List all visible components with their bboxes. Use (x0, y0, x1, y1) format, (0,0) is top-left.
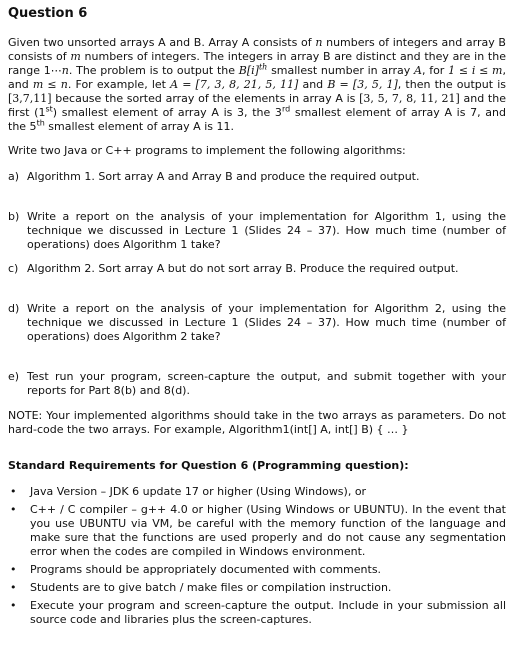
list-item: • Execute your program and screen-capture the output. Include in your submission all source code and libraries plus the screen-captures. (10, 599, 506, 626)
item-b-label: b) (8, 210, 20, 223)
write-instruction: Write two Java or C++ programs to implement the following algorithms: (8, 144, 406, 157)
list-item: • Java Version – JDK 6 update 17 or higher (Using Windows), or (10, 485, 367, 498)
item-a-text: Algorithm 1. Sort array A and Array B and produce the required output. (27, 170, 420, 183)
item-c-label: c) (8, 262, 19, 275)
item-c (8, 262, 506, 276)
note-paragraph: NOTE: Your implemented algorithms should take in the two arrays as parameters. Do not hard-code the two arrays. For example, Algorithm1(int[] A, int[] B) { … } (8, 409, 506, 436)
item-a-label: a) (8, 170, 20, 183)
item-d (8, 302, 506, 344)
requirements-list (8, 485, 506, 627)
bullet-icon: • (10, 503, 17, 516)
item-d-label: d) (8, 302, 20, 315)
item-a (8, 170, 506, 184)
requirements-heading: Standard Requirements for Question 6 (Programming question): (8, 459, 409, 472)
bullet-icon: • (10, 581, 17, 594)
bullet-icon: • (10, 563, 17, 576)
list-item: • Programs should be appropriately documented with comments. (10, 563, 382, 576)
list-item: • C++ / C compiler – g++ 4.0 or higher (Using Windows or UBUNTU). In the event that you use UBUNTU via VM, be careful with the memory function of the language and make sure that the functions are used properly and do not cause any segmentation error when the codes are compiled in Windows environment. (10, 503, 506, 558)
item-e (8, 370, 506, 398)
item-c-text: Algorithm 2. Sort array A but do not sort array B. Produce the required output. (27, 262, 459, 275)
item-b (8, 210, 506, 252)
bullet-icon: • (10, 599, 17, 612)
bullet-icon: • (10, 485, 17, 498)
item-b-text: Write a report on the analysis of your implementation for Algorithm 1, using the technique we discussed in Lecture 1 (Slides 24 – 37). How much time (number of operations) does Algorithm 1 take? (27, 210, 506, 251)
question-title: Question 6 (8, 6, 88, 21)
document-page (8, 0, 506, 631)
item-e-label: e) (8, 370, 20, 383)
item-d-text: Write a report on the analysis of your implementation for Algorithm 2, using the technique we discussed in Lecture 1 (Slides 24 – 37). How much time (number of operations) does Algorithm 2 take? (27, 302, 506, 343)
list-item: • Students are to give batch / make files or compilation instruction. (10, 581, 392, 594)
problem-description: Given two unsorted arrays A and B. Array A consists of n numbers of integers and array B consists of m numbers of integers. The integers in array B are distinct and they are in the range 1⋯n. The problem is to output the $B[i]^{th}$ smallest number in array A, for 1 ≤ i ≤ m, and m ≤ n. For example, let A = [7, 3, 8, 21, 5, 11] and B = [3, 5, 1], then the output is [3,7,11] because the sorted array of the elements in array A is [3, 5, 7, 8, 11, 21] and the first (1st) smallest element of array A is 3, the 3rd smallest element of array A is 7, and the 5th smallest element of array A is 11. (8, 36, 506, 133)
item-e-text: Test run your program, screen-capture the output, and submit together with your reports for Part 8(b) and 8(d). (27, 370, 506, 397)
